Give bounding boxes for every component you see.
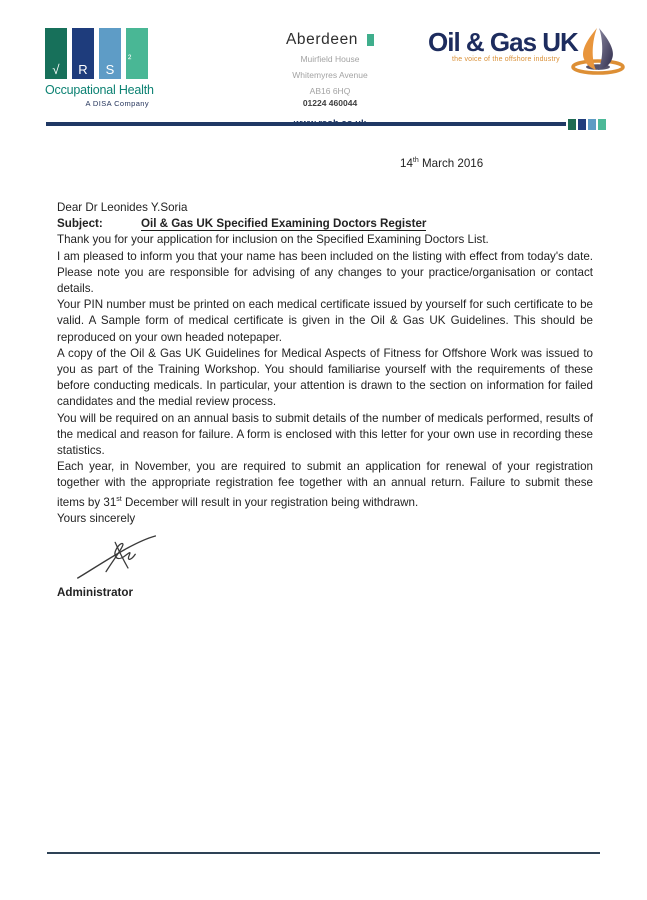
paragraph-text: December will result in your registration being withdrawn. xyxy=(121,495,419,509)
oil-gas-uk-logo xyxy=(428,29,626,75)
subject-title: Oil & Gas UK Specified Examining Doctors Register xyxy=(141,217,427,231)
letter-date xyxy=(400,157,483,170)
occupational-health-name: Occupational Health xyxy=(45,83,154,97)
logo-bar-check-icon: √ xyxy=(45,28,67,79)
office-phone: 01224 460044 xyxy=(302,98,358,108)
signatory-name: Administrator xyxy=(57,585,134,599)
logo-bar-s: S xyxy=(99,28,121,79)
divider-square xyxy=(568,119,576,130)
office-address-line: Muirfield House xyxy=(300,54,360,64)
subject-label: Subject: xyxy=(57,217,103,231)
closing: Yours sincerely xyxy=(57,511,136,525)
salutation: Dear Dr Leonides Y.Soria xyxy=(57,201,188,214)
date-day: 14 xyxy=(400,157,413,170)
subject-line xyxy=(57,216,593,232)
paragraph-thanks: Thank you for your application for inclusion on the Specified Examining Doctors List. xyxy=(57,233,489,247)
green-square-icon xyxy=(367,34,374,46)
header-divider-line xyxy=(46,122,566,126)
logo-bars xyxy=(45,28,149,79)
divider-square xyxy=(578,119,586,130)
date-month-year: March 2016 xyxy=(418,157,484,170)
oil-gas-uk-tagline: the voice of the offshore industry xyxy=(451,56,560,63)
flame-icon xyxy=(570,27,626,75)
logo-bar-r: R xyxy=(72,28,94,79)
office-address-block xyxy=(238,31,422,129)
paragraph-text: Each year, in November, you are required to submit an application for renewal of your registration together with the appropriate registration fee together with an annual return. Failure to submit these items by 31 xyxy=(57,460,593,509)
office-city: Aberdeen xyxy=(285,31,359,48)
footer-divider-line xyxy=(47,852,600,854)
date-ordinal-suffix: th xyxy=(412,157,419,165)
divider-square xyxy=(598,119,606,130)
paragraph-pin: Your PIN number must be printed on each medical certificate issued by yourself for such certificate to be valid. A Sample form of medical certificate is given in the Oil & Gas UK Guidelines. This should be reproduced on your own headed notepaper. xyxy=(57,298,593,344)
divider-square xyxy=(588,119,596,130)
divider-squares xyxy=(568,119,606,130)
disa-company-subtitle: A DISA Company xyxy=(85,99,149,108)
oil-gas-uk-wordmark: Oil & Gas UK xyxy=(428,27,578,57)
logo-bar-squared: ² xyxy=(126,28,148,79)
office-address-line: Whitemyres Avenue xyxy=(292,70,368,80)
office-address-line: AB16 6HQ xyxy=(309,86,351,96)
paragraph-renewal xyxy=(57,459,593,510)
ordinal-suffix: st xyxy=(116,495,122,503)
paragraph-pleased: I am pleased to inform you that your name has been included on the listing with effect from today's date. Please note you are responsible for advising of any changes to your practice/organisation or contact details. xyxy=(57,249,593,296)
rsoh-logo xyxy=(45,28,154,108)
letter-body xyxy=(57,200,593,601)
signature-image xyxy=(75,531,593,585)
paragraph-annual-return: You will be required on an annual basis to submit details of the number of medicals performed, results of the medical and reason for failure. A form is enclosed with this letter for your own use in recording these statistics. xyxy=(57,411,593,458)
paragraph-guidelines: A copy of the Oil & Gas UK Guidelines for Medical Aspects of Fitness for Offshore Work was issued to you as part of the Training Workshop. You should familiarise yourself with the requirements of these before conducting medicals. In particular, your attention is drawn to the section on information for failed candidates and the medial review process. xyxy=(57,346,593,409)
